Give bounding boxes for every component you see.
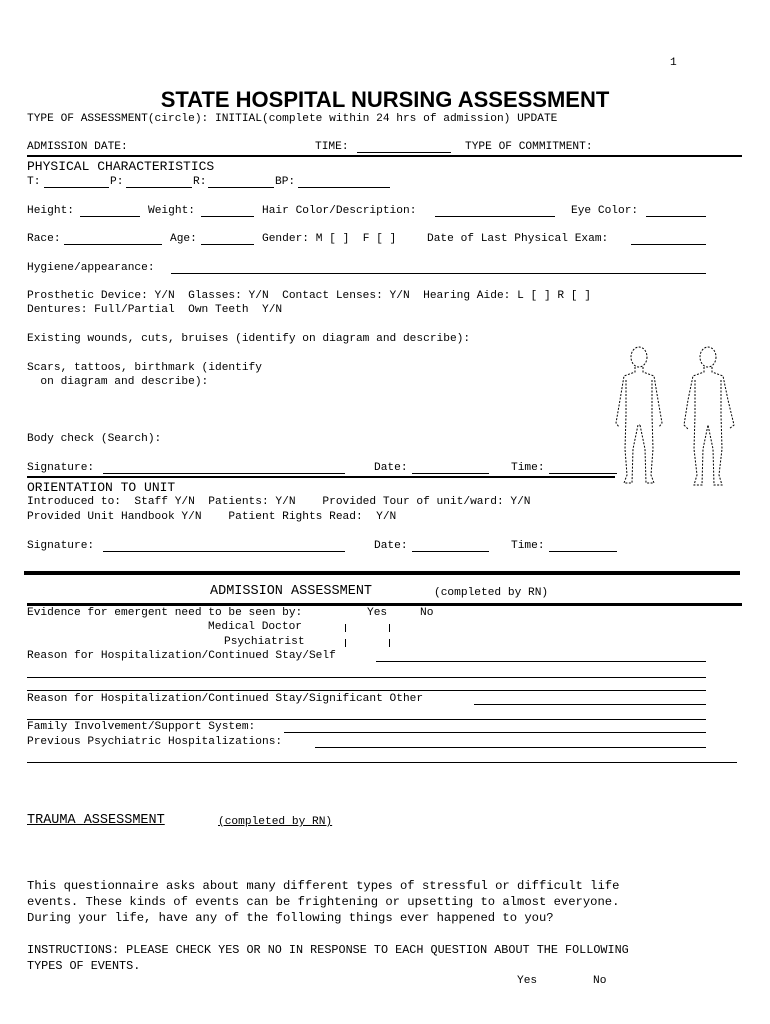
age-field[interactable] (201, 233, 254, 245)
reason-other-field-line-2[interactable] (27, 719, 706, 720)
trauma-heading: TRAUMA ASSESSMENT (27, 813, 165, 828)
body-figure-back (684, 347, 734, 485)
hair-label: Hair Color/Description: (262, 205, 417, 217)
previous-field[interactable] (315, 736, 706, 748)
hygiene-field[interactable] (171, 262, 706, 274)
last-exam-label: Date of Last Physical Exam: (427, 233, 609, 245)
body-check-label: Body check (Search): (27, 433, 162, 445)
orientation-line-1: Introduced to: Staff Y/N Patients: Y/N Provided Tour of unit/ward: Y/N (27, 496, 531, 508)
page-title: STATE HOSPITAL NURSING ASSESSMENT (160, 87, 610, 112)
reason-self-label: Reason for Hospitalization/Continued Stay/Self (27, 650, 336, 662)
reason-self-field-line-3[interactable] (27, 690, 706, 691)
weight-label: Weight: (148, 205, 195, 217)
last-exam-field[interactable] (631, 233, 706, 245)
height-field[interactable] (80, 205, 140, 217)
race-label: Race: (27, 233, 61, 245)
eye-field[interactable] (646, 205, 706, 217)
trauma-instructions-1: INSTRUCTIONS: PLEASE CHECK YES OR NO IN RESPONSE TO EACH QUESTION ABOUT THE FOLLOWING (27, 943, 629, 957)
vitals-t-label: T: (27, 176, 41, 188)
medical-doctor-yes-box[interactable] (345, 624, 346, 632)
hair-field[interactable] (435, 205, 555, 217)
family-field[interactable] (284, 721, 706, 733)
trauma-sub: (completed by RN) (218, 816, 333, 828)
evidence-yes-label: Yes (367, 607, 388, 619)
vitals-bp-label: BP: (275, 176, 296, 188)
psychiatrist-no-box[interactable] (389, 639, 390, 647)
reason-other-field[interactable] (474, 693, 706, 705)
trauma-no-header: No (593, 975, 607, 987)
race-field[interactable] (64, 233, 162, 245)
reason-self-field[interactable] (376, 650, 706, 662)
eye-label: Eye Color: (571, 205, 639, 217)
trauma-intro-2: events. These kinds of events can be frightening or upsetting to almost everyone. (27, 895, 620, 909)
reason-other-label: Reason for Hospitalization/Continued Stay/Significant Other (27, 693, 424, 705)
admission-assessment-heading: ADMISSION ASSESSMENT (210, 584, 373, 599)
orientation-time-label: Time: (511, 540, 545, 552)
orientation-date-field[interactable] (412, 540, 489, 552)
divider (27, 155, 742, 157)
divider (27, 476, 615, 478)
wounds-line: Existing wounds, cuts, bruises (identify on diagram and describe): (27, 333, 471, 345)
page-number: 1 (670, 57, 677, 69)
age-label: Age: (170, 233, 197, 245)
previous-label: Previous Psychiatric Hospitalizations: (27, 736, 283, 748)
admission-time-label: TIME: (315, 141, 349, 153)
vitals-t-field[interactable] (44, 176, 109, 188)
commitment-label: TYPE OF COMMITMENT: (465, 141, 593, 153)
vitals-r-field[interactable] (208, 176, 274, 188)
orientation-signature-label: Signature: (27, 540, 95, 552)
gender-label[interactable]: Gender: M [ ] F [ ] (262, 233, 397, 245)
orientation-time-field[interactable] (549, 540, 617, 552)
scars-line-2: on diagram and describe): (27, 376, 209, 388)
admission-time-field[interactable] (357, 141, 451, 153)
scars-line-1: Scars, tattoos, birthmark (identify (27, 362, 262, 374)
trauma-instructions-2: TYPES OF EVENTS. (27, 959, 141, 973)
trauma-intro-3: During your life, have any of the following things ever happened to you? (27, 911, 554, 925)
previous-field-line-2[interactable] (27, 762, 737, 763)
physical-heading: PHYSICAL CHARACTERISTICS (27, 159, 215, 174)
vitals-p-label: P: (110, 176, 124, 188)
trauma-intro-1: This questionnaire asks about many different types of stressful or difficult life (27, 879, 620, 893)
reason-self-field-line-2[interactable] (27, 677, 706, 678)
medical-doctor-no-box[interactable] (389, 624, 390, 632)
physical-signature-field[interactable] (103, 462, 345, 474)
admission-assessment-sub: (completed by RN) (434, 587, 549, 599)
body-diagram[interactable] (608, 345, 743, 490)
orientation-line-2: Provided Unit Handbook Y/N Patient Rights Read: Y/N (27, 511, 397, 523)
physical-date-label: Date: (374, 462, 408, 474)
physical-date-field[interactable] (412, 462, 489, 474)
evidence-no-label: No (420, 607, 434, 619)
divider (27, 603, 742, 606)
weight-field[interactable] (201, 205, 254, 217)
orientation-heading: ORIENTATION TO UNIT (27, 480, 176, 495)
orientation-signature-field[interactable] (103, 540, 345, 552)
psychiatrist-label: Psychiatrist (224, 636, 305, 648)
height-label: Height: (27, 205, 74, 217)
psychiatrist-yes-box[interactable] (345, 639, 346, 647)
trauma-yes-header: Yes (517, 975, 538, 987)
admission-date-label: ADMISSION DATE: (27, 141, 128, 153)
vitals-bp-field[interactable] (298, 176, 390, 188)
prosthetic-line: Prosthetic Device: Y/N Glasses: Y/N Contact Lenses: Y/N Hearing Aide: L [ ] R [ ] (27, 290, 591, 302)
orientation-date-label: Date: (374, 540, 408, 552)
medical-doctor-label: Medical Doctor (208, 621, 302, 633)
physical-signature-label: Signature: (27, 462, 95, 474)
assessment-type: TYPE OF ASSESSMENT(circle): INITIAL(complete within 24 hrs of admission) UPDATE (27, 113, 558, 125)
physical-time-label: Time: (511, 462, 545, 474)
dentures-line: Dentures: Full/Partial Own Teeth Y/N (27, 304, 283, 316)
vitals-p-field[interactable] (126, 176, 192, 188)
family-label: Family Involvement/Support System: (27, 721, 256, 733)
vitals-r-label: R: (193, 176, 207, 188)
hygiene-label: Hygiene/appearance: (27, 262, 155, 274)
physical-time-field[interactable] (549, 462, 617, 474)
body-figure-front (616, 347, 662, 483)
section-divider (24, 571, 740, 575)
evidence-label: Evidence for emergent need to be seen by: (27, 607, 303, 619)
